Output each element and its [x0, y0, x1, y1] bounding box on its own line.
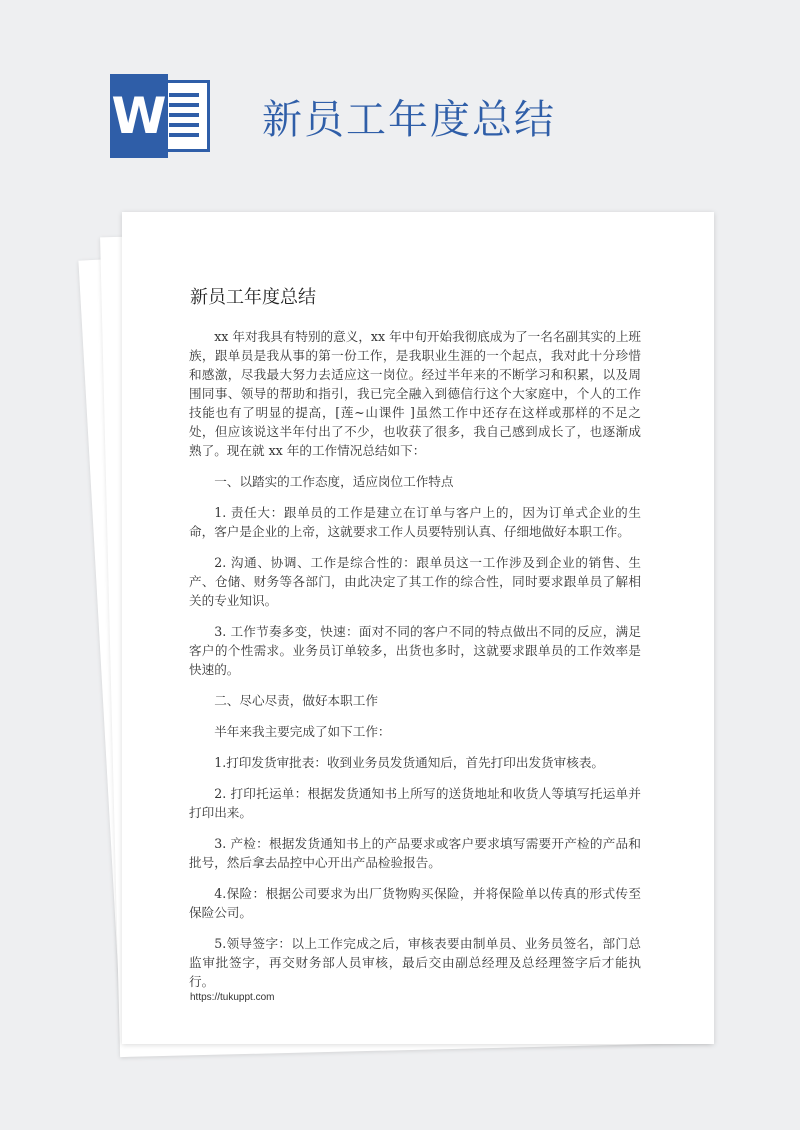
paragraph-item: 2. 打印托运单：根据发货通知书上所写的送货地址和收货人等填写托运单并打印出来。: [189, 786, 641, 820]
document-title: 新员工年度总结: [190, 287, 316, 308]
footer-url-link[interactable]: https://tukuppt.com: [190, 992, 275, 1003]
paragraph-item: 3. 产检：根据发货通知书上的产品要求或客户要求填写需要开产检的产品和批号，然后拿去品控中心开出产品检验报告。: [189, 836, 641, 870]
word-logo-icon: [110, 74, 214, 158]
word-w-letter: W: [110, 74, 168, 158]
paragraph-item: 1. 责任大：跟单员的工作是建立在订单与客户上的，因为订单式企业的生命，客户是企业的上帝，这就要求工作人员要特别认真、仔细地做好本职工作。: [189, 505, 641, 539]
section-heading-1: 一、以踏实的工作态度，适应岗位工作特点: [214, 474, 454, 489]
document-body: [189, 327, 641, 1003]
section-heading-2: 二、尽心尽责，做好本职工作: [214, 693, 378, 708]
paragraph-intro: xx 年对我具有特别的意义，xx 年中旬开始我彻底成为了一名名副其实的上班族，跟单员是我从事的第一份工作，是我职业生涯的一个起点，我对此十分珍惜和感激，尽我最大努力去适应这一岗位。经过半年来的不断学习和积累，以及周围同事、领导的帮助和指引，我已完全融入到德信行这个大家庭中，个人的工作技能也有了明显的提高，[莲~山课件 ]虽然工作中还存在这样或那样的不足之处，但应该说这半年付出了不少，也收获了很多，我自己感到成长了，也逐渐成熟了。现在就 xx 年的工作情况总结如下：: [189, 329, 642, 458]
paragraph-item: 半年来我主要完成了如下工作：: [214, 724, 391, 739]
paragraph-item: 2. 沟通、协调、工作是综合性的：跟单员这一工作涉及到企业的销售、生产、仓储、财务等各部门，由此决定了其工作的综合性，同时要求跟单员了解相关的专业知识。: [189, 555, 641, 608]
paragraph-item: 1.打印发货审批表：收到业务员发货通知后，首先打印出发货审核表。: [214, 755, 605, 770]
banner-title: 新员工年度总结: [262, 97, 556, 143]
paragraph-item: 4.保险：根据公司要求为出厂货物购买保险，并将保险单以传真的形式传至保险公司。: [189, 886, 641, 920]
paragraph-item: 3. 工作节奏多变，快速：面对不同的客户不同的特点做出不同的反应，满足客户的个性需求。业务员订单较多，出货也多时，这就要求跟单员的工作效率是快速的。: [189, 624, 641, 677]
paragraph-item: 5.领导签字：以上工作完成之后，审核表要由制单员、业务员签名，部门总监审批签字，再交财务部人员审核，最后交由副总经理及总经理签字后才能执行。: [189, 936, 641, 989]
